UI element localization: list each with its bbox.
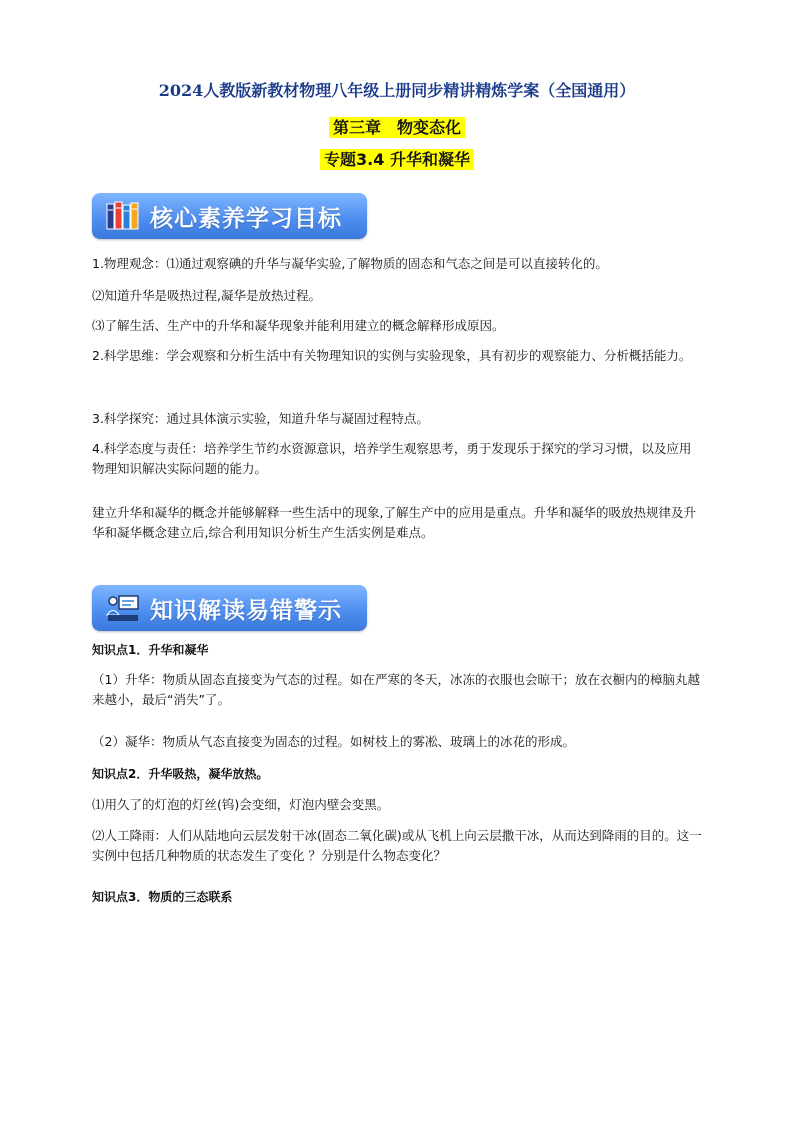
knowledge-point-2-example-2: ⑵人工降雨：人们从陆地向云层发射干冰(固态二氧化碳)或从飞机上向云层撒干冰，从而达到降雨的目的。这一实例中包括几种物质的状态发生了变化 ？分别是什么物态变化？	[92, 828, 702, 863]
knowledge-point-2-example-1: ⑴用久了的灯泡的灯丝(钨)会变细，灯泡内壁会变黑。	[92, 797, 390, 812]
goal-item: 2.科学思维：学会观察和分析生活中有关物理知识的实例与实验现象，具有初步的观察能力、分析概括能力。	[92, 348, 692, 363]
knowledge-banner	[92, 585, 367, 631]
knowledge-point-2-title: 知识点2．升华吸热，凝华放热。	[92, 767, 269, 781]
knowledge-point-1-deposition: （2）凝华：物质从气态直接变为固态的过程。如树枝上的雾凇、玻璃上的冰花的形成。	[92, 734, 575, 749]
knowledge-point-3-title: 知识点3．物质的三态联系	[92, 890, 233, 904]
goal-item: 3.科学探究：通过具体演示实验，知道升华与凝固过程特点。	[92, 411, 429, 426]
books-icon	[106, 201, 140, 231]
knowledge-point-1-title: 知识点1．升华和凝华	[92, 643, 209, 657]
goal-item: ⑵知道升华是吸热过程,凝华是放热过程。	[92, 288, 321, 303]
goals-banner	[92, 193, 367, 239]
goal-item: ⑶了解生活、生产中的升华和凝华现象并能利用建立的概念解释形成原因。	[92, 318, 505, 333]
knowledge-banner-label: 知识解读易错警示	[150, 597, 342, 624]
chapter-heading	[0, 115, 794, 138]
knowledge-point-1-sublimation: （1）升华：物质从固态直接变为气态的过程。如在严寒的冬天，冰冻的衣服也会晾干；放在衣橱内的樟脑丸越来越小，最后“消失”了。	[92, 672, 700, 707]
goal-item: 1.物理观念：⑴通过观察碘的升华与凝华实验,了解物质的固态和气态之间是可以直接转化的。	[92, 256, 608, 271]
teacher-board-icon	[106, 593, 140, 623]
key-points-paragraph: 建立升华和凝华的概念并能够解释一些生活中的现象,了解生产中的应用是重点。升华和凝华的吸放热规律及升华和凝华概念建立后,综合利用知识分析生产生活实例是难点。	[92, 505, 696, 540]
topic-heading	[0, 147, 794, 170]
goals-banner-label: 核心素养学习目标	[150, 205, 342, 232]
document-title: 2024人教版新教材物理八年级上册同步精讲精炼学案（全国通用）	[158, 81, 636, 100]
chapter-label: 第三章 物变态化	[329, 117, 465, 138]
goal-item: 4.科学态度与责任：培养学生节约水资源意识，培养学生观察思考，勇于发现乐于探究的学习习惯，以及应用物理知识解决实际问题的能力。	[92, 441, 692, 476]
topic-label: 专题3.4 升华和凝华	[320, 149, 474, 170]
